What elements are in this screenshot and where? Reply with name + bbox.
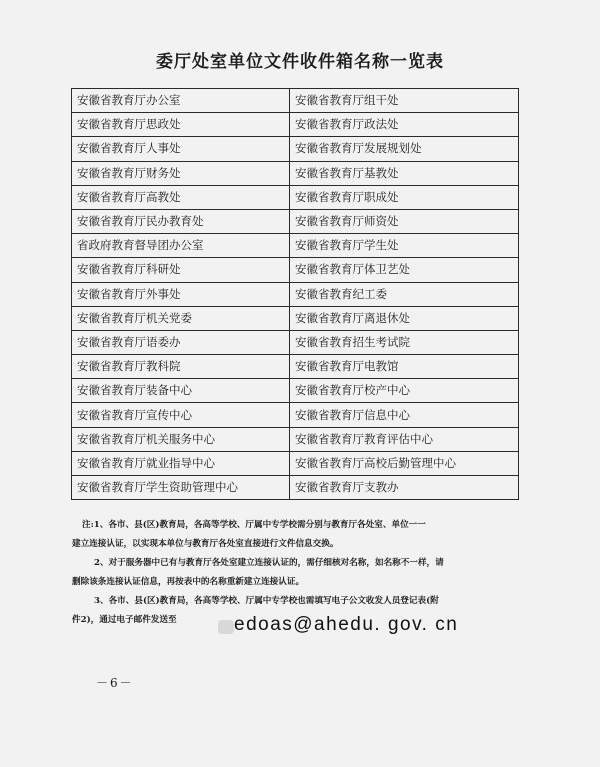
table-row <box>72 427 519 451</box>
table-row <box>72 403 519 427</box>
unit-name-right: 安徽省教育厅发展规划处 <box>290 137 519 161</box>
unit-name-right: 安徽省教育厅电教馆 <box>290 355 519 379</box>
unit-name-right: 安徽省教育厅职成处 <box>290 185 519 209</box>
unit-name-right: 安徽省教育厅组干处 <box>290 89 519 113</box>
unit-name-left: 安徽省教育厅机关党委 <box>72 306 290 330</box>
unit-name-left: 安徽省教育厅思政处 <box>72 113 290 137</box>
table-row <box>72 113 519 137</box>
unit-name-right: 安徽省教育厅支教办 <box>290 476 519 500</box>
email-address: edoas@ahedu. gov. cn <box>234 614 459 635</box>
note-3-line-2: 件2)，通过电子邮件发送至 <box>72 615 177 625</box>
notes-section <box>72 516 532 630</box>
unit-name-left: 安徽省教育厅人事处 <box>72 137 290 161</box>
unit-name-right: 安徽省教育招生考试院 <box>290 330 519 354</box>
unit-name-left: 安徽省教育厅机关服务中心 <box>72 427 290 451</box>
table-row <box>72 161 519 185</box>
table-row <box>72 476 519 500</box>
unit-mailbox-table <box>71 88 519 500</box>
unit-name-left: 安徽省教育厅办公室 <box>72 89 290 113</box>
unit-name-left: 安徽省教育厅高教处 <box>72 185 290 209</box>
table-row <box>72 451 519 475</box>
unit-name-right: 安徽省教育厅校产中心 <box>290 379 519 403</box>
unit-name-left: 安徽省教育厅学生资助管理中心 <box>72 476 290 500</box>
unit-table-body <box>72 89 519 500</box>
document-title: 委厅处室单位文件收件箱名称一览表 <box>156 52 444 72</box>
table-row <box>72 137 519 161</box>
unit-name-left: 安徽省教育厅语委办 <box>72 330 290 354</box>
table-row <box>72 306 519 330</box>
unit-name-left: 安徽省教育厅宣传中心 <box>72 403 290 427</box>
unit-name-left: 安徽省教育厅装备中心 <box>72 379 290 403</box>
table-row <box>72 330 519 354</box>
table-row <box>72 185 519 209</box>
table-row <box>72 209 519 233</box>
table-row <box>72 282 519 306</box>
table-row <box>72 89 519 113</box>
table-row <box>72 379 519 403</box>
unit-name-right: 安徽省教育厅信息中心 <box>290 403 519 427</box>
unit-name-left: 安徽省教育厅民办教育处 <box>72 209 290 233</box>
unit-name-right: 安徽省教育厅教育评估中心 <box>290 427 519 451</box>
unit-name-left: 安徽省教育厅科研处 <box>72 258 290 282</box>
unit-name-right: 安徽省教育厅学生处 <box>290 234 519 258</box>
page-number: －6－ <box>96 676 134 690</box>
unit-name-left: 安徽省教育厅教科院 <box>72 355 290 379</box>
unit-name-right: 安徽省教育厅体卫艺处 <box>290 258 519 282</box>
note-2-line-2: 删除该条连接认证信息，再按表中的名称重新建立连接认证。 <box>72 577 305 587</box>
unit-name-left: 安徽省教育厅就业指导中心 <box>72 451 290 475</box>
unit-name-left: 安徽省教育厅外事处 <box>72 282 290 306</box>
note-2-line-1: 2、对于服务器中已有与教育厅各处室建立连接认证的，需仔细核对名称，如名称不一样，请 <box>94 558 444 568</box>
unit-name-right: 安徽省教育纪工委 <box>290 282 519 306</box>
note-3-line-1: 3、各市、县(区)教育局，各高等学校、厅属中专学校也需填写电子公文收发人员登记表(附 <box>94 596 439 606</box>
table-row <box>72 258 519 282</box>
table-row <box>72 234 519 258</box>
unit-name-left: 安徽省教育厅财务处 <box>72 161 290 185</box>
table-row <box>72 355 519 379</box>
unit-name-right: 安徽省教育厅高校后勤管理中心 <box>290 451 519 475</box>
unit-name-right: 安徽省教育厅师资处 <box>290 209 519 233</box>
redacted-smudge <box>218 620 234 634</box>
note-1-line-2: 建立连接认证，以实现本单位与教育厅各处室直接进行文件信息交换。 <box>72 539 339 549</box>
note-1-line-1: 注:1、各市、县(区)教育局，各高等学校、厅属中专学校需分别与教育厅各处室、单位一一 <box>82 520 426 530</box>
unit-name-right: 安徽省教育厅离退休处 <box>290 306 519 330</box>
unit-name-right: 安徽省教育厅政法处 <box>290 113 519 137</box>
unit-name-left: 省政府教育督导团办公室 <box>72 234 290 258</box>
unit-name-right: 安徽省教育厅基教处 <box>290 161 519 185</box>
